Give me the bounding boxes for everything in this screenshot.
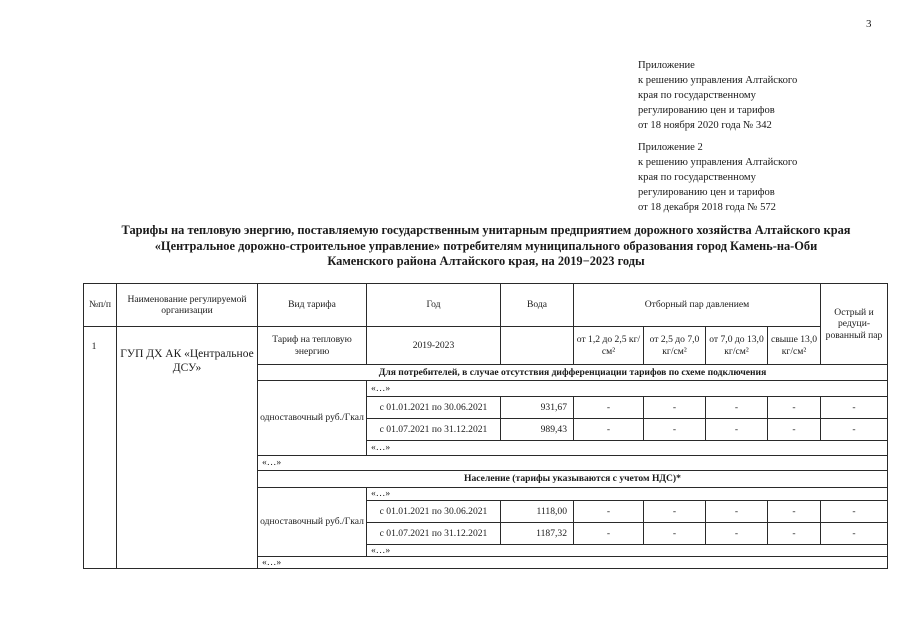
dash-cell: - xyxy=(734,527,739,539)
dash-cell: - xyxy=(792,527,796,539)
dash-cell: - xyxy=(792,423,796,435)
dash-cell: - xyxy=(672,505,677,517)
dash-cell: - xyxy=(852,401,856,413)
table-border-right xyxy=(887,283,888,569)
water-value-cell: 1118,00 xyxy=(536,505,567,517)
ellipsis-row: «…» xyxy=(371,442,391,454)
title-line: «Центральное дорожно-строительное управление» потребителям муниципального образования город Камень-на-Оби xyxy=(154,238,818,253)
document-title xyxy=(80,223,892,270)
grid-line xyxy=(257,487,888,488)
appendix-1-line: Приложение xyxy=(638,60,695,71)
period-cell: с 01.07.2021 по 31.12.2021 xyxy=(379,423,488,435)
dash-cell: - xyxy=(672,527,677,539)
dash-cell: - xyxy=(606,423,611,435)
page-number: 3 xyxy=(866,18,872,30)
appendix-2-line: к решению управления Алтайского xyxy=(638,157,798,168)
header-tariff-type: Вид тарифа xyxy=(288,299,336,311)
grid-line xyxy=(83,326,116,327)
grid-line xyxy=(116,326,257,327)
section-header-consumers: Для потребителей, в случае отсутствия дифференциации тарифов по схеме подключения xyxy=(378,366,767,378)
dash-cell: - xyxy=(734,423,739,435)
period-cell: с 01.07.2021 по 31.12.2021 xyxy=(379,527,488,539)
ellipsis-row: «…» xyxy=(262,556,282,568)
subheader-pressure-3: от 7,0 до 13,0 кг/см² xyxy=(709,334,764,357)
organization-name: ГУП ДХ АК «Центральное ДСУ» xyxy=(120,348,254,374)
appendix-2-line: регулированию цен и тарифов xyxy=(638,187,775,198)
dash-cell: - xyxy=(792,505,796,517)
header-water: Вода xyxy=(526,299,548,311)
dash-cell: - xyxy=(852,423,856,435)
dash-cell: - xyxy=(734,401,739,413)
appendix-1-line: регулированию цен и тарифов xyxy=(638,105,775,116)
header-sharp-steam: Острый и редуци-рованный пар xyxy=(825,306,883,341)
row-number: 1 xyxy=(91,341,97,353)
water-value-cell: 989,43 xyxy=(540,423,567,435)
period-cell: с 01.01.2021 по 30.06.2021 xyxy=(379,401,488,413)
subheader-pressure-2: от 2,5 до 7,0 кг/см² xyxy=(649,334,700,357)
ellipsis-row: «…» xyxy=(371,544,391,556)
dash-cell: - xyxy=(792,401,796,413)
water-value-cell: 1187,32 xyxy=(536,527,567,539)
ellipsis-row: «…» xyxy=(262,457,282,469)
dash-cell: - xyxy=(852,505,856,517)
period-cell: с 01.01.2021 по 30.06.2021 xyxy=(379,505,488,517)
appendix-1-block xyxy=(638,58,888,133)
tariff-kind-label: одноставочный руб./Гкал xyxy=(260,516,364,528)
appendix-1-line: от 18 ноября 2020 года № 342 xyxy=(638,120,772,131)
dash-cell: - xyxy=(852,527,856,539)
dash-cell: - xyxy=(672,423,677,435)
water-value-cell: 931,67 xyxy=(540,401,567,413)
dash-cell: - xyxy=(606,505,611,517)
appendix-2-line: края по государственному xyxy=(638,172,756,183)
dash-cell: - xyxy=(734,505,739,517)
dash-cell: - xyxy=(606,401,611,413)
appendix-1-line: к решению управления Алтайского xyxy=(638,75,798,86)
header-org: Наименование регулируемой организации xyxy=(127,293,247,316)
subheader-year: 2019-2023 xyxy=(412,339,455,351)
header-num: №п/п xyxy=(88,299,112,311)
ellipsis-row: «…» xyxy=(371,488,391,500)
appendix-2-line: Приложение 2 xyxy=(638,142,703,153)
tariff-kind-label: одноставочный руб./Гкал xyxy=(260,412,364,424)
title-line: Тарифы на тепловую энергию, поставляемую государственным унитарным предприятием дорожного хозяйства Алтайского края xyxy=(121,223,851,237)
dash-cell: - xyxy=(606,527,611,539)
header-year: Год xyxy=(426,299,441,311)
table-border-bottom xyxy=(83,568,888,569)
appendix-2-line: от 18 декабря 2018 года № 572 xyxy=(638,202,776,213)
subheader-pressure-4: свыше 13,0 кг/см² xyxy=(770,334,818,357)
title-line: Каменского района Алтайского края, на 2019−2023 годы xyxy=(327,254,645,268)
section-header-population: Население (тарифы указываются с учетом НДС)* xyxy=(464,473,681,485)
header-steam: Отборный пар давлением xyxy=(644,299,750,311)
subheader-pressure-1: от 1,2 до 2,5 кг/см² xyxy=(576,334,641,357)
dash-cell: - xyxy=(672,401,677,413)
subheader-tariff-type: Тариф на тепловую энергию xyxy=(272,334,352,357)
appendix-1-line: края по государственному xyxy=(638,90,756,101)
ellipsis-row: «…» xyxy=(371,382,391,394)
grid-line xyxy=(257,380,888,381)
appendix-2-block xyxy=(638,140,888,215)
